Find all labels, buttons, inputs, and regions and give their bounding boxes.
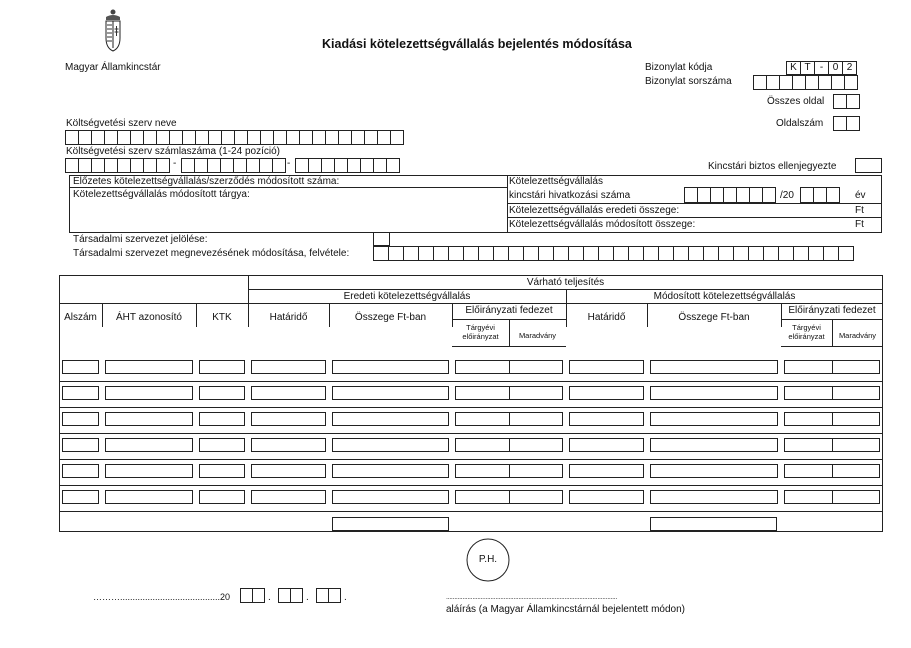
char-cell[interactable]: [295, 158, 309, 173]
bizonylat-kodja-label: Bizonylat kódja: [645, 62, 713, 73]
date-sep-1: .: [268, 592, 271, 603]
table-cell[interactable]: [650, 438, 778, 452]
char-cell[interactable]: [308, 158, 322, 173]
table-cell[interactable]: [105, 360, 193, 374]
maradvany-header: Maradvány: [518, 331, 557, 340]
kv-label-1: Kötelezettségvállalás: [509, 176, 603, 187]
sum-cell[interactable]: [650, 517, 777, 531]
szamlaszam-field-1[interactable]: [65, 158, 169, 173]
char-cell[interactable]: [658, 246, 674, 261]
table-cell[interactable]: [332, 412, 449, 426]
table-cell[interactable]: [105, 386, 193, 400]
tarsadalmi-jelolese-label: Társadalmi szervezet jelölése:: [73, 234, 208, 245]
table-cell[interactable]: [332, 490, 449, 504]
ellenjegyezte-label: Kincstári biztos ellenjegyezte: [708, 161, 837, 172]
char-cell[interactable]: [321, 158, 335, 173]
modositott-osszeg-label: Kötelezettségvállalás módosított összege:: [509, 219, 696, 230]
date-line: ………........................................20: [93, 592, 231, 602]
table-cell[interactable]: [62, 438, 99, 452]
char-cell[interactable]: [91, 130, 105, 145]
column-header: KTK: [212, 312, 232, 323]
char-cell[interactable]: [553, 246, 569, 261]
char-cell[interactable]: [793, 246, 809, 261]
char-cell[interactable]: [748, 246, 764, 261]
sum-cell[interactable]: [332, 517, 449, 531]
char-cell[interactable]: [169, 130, 183, 145]
char-cell[interactable]: [697, 187, 711, 203]
table-cell[interactable]: [199, 412, 245, 426]
char-cell[interactable]: [260, 130, 274, 145]
year-field[interactable]: [800, 187, 839, 203]
char-cell[interactable]: [373, 246, 389, 261]
char-cell[interactable]: [673, 246, 689, 261]
char-cell[interactable]: [143, 158, 157, 173]
char-cell[interactable]: [736, 187, 750, 203]
char-cell[interactable]: [130, 130, 144, 145]
currency-1: Ft: [855, 205, 864, 216]
char-cell[interactable]: [104, 158, 118, 173]
char-cell[interactable]: [643, 246, 659, 261]
char-cell[interactable]: [749, 187, 763, 203]
table-cell[interactable]: [62, 490, 99, 504]
currency-2: Ft: [855, 219, 864, 230]
char-cell[interactable]: [221, 130, 235, 145]
char-cell[interactable]: [831, 75, 845, 90]
table-cell[interactable]: [105, 464, 193, 478]
table-cell[interactable]: [199, 386, 245, 400]
targyevi-header: Tárgyévi előirányzat: [462, 323, 499, 341]
char-cell[interactable]: [182, 130, 196, 145]
table-cell[interactable]: [650, 360, 778, 374]
char-cell[interactable]: [688, 246, 704, 261]
eredeti-osszeg-label: Kötelezettségvállalás eredeti összege:: [509, 205, 680, 216]
char-cell[interactable]: [478, 246, 494, 261]
szamlaszam-field-2[interactable]: [181, 158, 285, 173]
table-cell[interactable]: [62, 360, 99, 374]
char-cell[interactable]: [246, 158, 260, 173]
hivatkozasi-szam-field[interactable]: [684, 187, 775, 203]
char-cell[interactable]: [207, 158, 221, 173]
char-cell[interactable]: [299, 130, 313, 145]
table-cell[interactable]: [251, 464, 326, 478]
char-cell[interactable]: [272, 158, 286, 173]
char-cell[interactable]: [195, 130, 209, 145]
table-cell[interactable]: [105, 438, 193, 452]
column-header: Összege Ft-ban: [678, 312, 750, 323]
char-cell[interactable]: [117, 158, 131, 173]
table-cell[interactable]: [199, 464, 245, 478]
char-cell[interactable]: [325, 130, 339, 145]
ellenjegyezte-field[interactable]: [855, 158, 882, 173]
org-name: Magyar Államkincstár: [65, 62, 161, 73]
table-cell[interactable]: [569, 360, 644, 374]
table-cell[interactable]: [199, 438, 245, 452]
table-cell[interactable]: [650, 412, 778, 426]
char-cell[interactable]: [523, 246, 539, 261]
char-cell[interactable]: [65, 130, 79, 145]
table-cell[interactable]: [251, 438, 326, 452]
table-cell[interactable]: [650, 490, 778, 504]
char-cell[interactable]: [403, 246, 419, 261]
coat-of-arms-icon: [102, 8, 124, 54]
table-cell[interactable]: [251, 490, 326, 504]
targya-label: Kötelezettségvállalás módosított tárgya:: [73, 189, 250, 200]
table-cell[interactable]: [332, 386, 449, 400]
year-prefix: /20: [780, 190, 794, 201]
date-sep-2: .: [306, 592, 309, 603]
char-cell[interactable]: [181, 158, 195, 173]
char-cell[interactable]: [723, 187, 737, 203]
char-cell[interactable]: [220, 158, 234, 173]
char-cell[interactable]: [156, 158, 170, 173]
char-cell[interactable]: [733, 246, 749, 261]
column-header: Előirányzati fedezet: [788, 305, 876, 316]
char-cell[interactable]: [143, 130, 157, 145]
tarsadalmi-nev-field[interactable]: [373, 246, 853, 261]
char-cell[interactable]: [334, 158, 348, 173]
char-cell[interactable]: [194, 158, 208, 173]
char-cell[interactable]: [351, 130, 365, 145]
char-cell[interactable]: [65, 158, 79, 173]
char-cell[interactable]: [598, 246, 614, 261]
table-cell[interactable]: [199, 360, 245, 374]
char-cell[interactable]: [448, 246, 464, 261]
ph-label: P.H.: [478, 554, 498, 565]
char-cell[interactable]: [703, 246, 719, 261]
char-cell[interactable]: [338, 130, 352, 145]
table-cell[interactable]: [569, 490, 644, 504]
osszes-oldal-label: Összes oldal: [767, 96, 825, 107]
char-cell[interactable]: [208, 130, 222, 145]
year-unit: év: [855, 190, 866, 201]
char-cell[interactable]: [247, 130, 261, 145]
char-cell[interactable]: [805, 75, 819, 90]
form-title: Kiadási kötelezettségvállalás bejelentés módosítása: [322, 37, 632, 51]
table-cell[interactable]: [251, 360, 326, 374]
char-cell[interactable]: [388, 246, 404, 261]
char-cell[interactable]: [312, 130, 326, 145]
bizonylat-sorszama-field[interactable]: [753, 75, 857, 90]
char-cell[interactable]: [418, 246, 434, 261]
char-cell[interactable]: [823, 246, 839, 261]
date-day-field[interactable]: [316, 588, 340, 603]
table-cell[interactable]: [105, 412, 193, 426]
table-cell[interactable]: [332, 464, 449, 478]
modositott-header: Módosított kötelezettségvállalás: [653, 291, 796, 302]
char-cell[interactable]: [718, 246, 734, 261]
char-cell[interactable]: [538, 246, 554, 261]
char-cell[interactable]: [763, 246, 779, 261]
elozetes-label: Előzetes kötelezettségvállalás/szerződés módosított száma:: [73, 176, 340, 187]
char-cell[interactable]: [377, 130, 391, 145]
char-cell[interactable]: [710, 187, 724, 203]
char-cell[interactable]: [779, 75, 793, 90]
char-cell[interactable]: [508, 246, 524, 261]
date-sep-3: .: [344, 592, 347, 603]
char-cell[interactable]: [117, 130, 131, 145]
table-cell[interactable]: [105, 490, 193, 504]
char-cell[interactable]: [613, 246, 629, 261]
oldalszam-label: Oldalszám: [776, 118, 824, 129]
varhato-header: Várható teljesítés: [526, 277, 605, 288]
dash-1: -: [173, 158, 177, 169]
char-cell[interactable]: [684, 187, 698, 203]
char-cell[interactable]: [583, 246, 599, 261]
char-cell[interactable]: [273, 130, 287, 145]
char-cell[interactable]: [78, 130, 92, 145]
signature-label: aláírás (a Magyar Államkincstárnál bejelentett módon): [446, 604, 685, 615]
table-cell[interactable]: [332, 438, 449, 452]
szerv-neve-label: Költségvetési szerv neve: [66, 118, 177, 129]
char-cell[interactable]: [838, 246, 854, 261]
char-cell[interactable]: [762, 187, 776, 203]
char-cell[interactable]: [433, 246, 449, 261]
maradvany-header: Maradvány: [838, 331, 877, 340]
table-cell[interactable]: [251, 386, 326, 400]
char-cell[interactable]: [259, 158, 273, 173]
char-cell[interactable]: [628, 246, 644, 261]
char-cell[interactable]: [91, 158, 105, 173]
szamlaszam-label: Költségvetési szerv számlaszáma (1-24 pozíció): [66, 146, 280, 157]
char-cell[interactable]: [364, 130, 378, 145]
table-cell[interactable]: [569, 438, 644, 452]
char-cell[interactable]: [753, 75, 767, 90]
char-cell[interactable]: [808, 246, 824, 261]
char-cell[interactable]: [818, 75, 832, 90]
column-header: Összege Ft-ban: [354, 312, 427, 323]
column-header: Határidő: [587, 312, 626, 323]
table-cell[interactable]: [569, 412, 644, 426]
char-cell[interactable]: [792, 75, 806, 90]
osszes-oldal-field[interactable]: [833, 94, 859, 109]
char-cell[interactable]: [386, 158, 400, 173]
kv-label-2: kincstári hivatkozási száma: [509, 190, 631, 201]
table-cell[interactable]: [569, 386, 644, 400]
char-cell[interactable]: [286, 130, 300, 145]
column-header: Határidő: [269, 312, 308, 323]
char-cell[interactable]: [234, 130, 248, 145]
column-header: Előirányzati fedezet: [465, 305, 553, 316]
date-year-field[interactable]: [240, 588, 264, 603]
table-cell[interactable]: [251, 412, 326, 426]
bizonylat-kodja-field: K T - 0 2: [786, 61, 856, 75]
char-cell[interactable]: [347, 158, 361, 173]
table-cell[interactable]: [62, 412, 99, 426]
date-month-field[interactable]: [278, 588, 302, 603]
szamlaszam-field-3[interactable]: [295, 158, 399, 173]
char-cell[interactable]: [844, 75, 858, 90]
char-cell[interactable]: [568, 246, 584, 261]
char-cell[interactable]: [104, 130, 118, 145]
column-header: Alszám: [64, 312, 97, 323]
tarsadalmi-jelolese-field[interactable]: [373, 232, 390, 246]
targyevi-header: Tárgyévi előirányzat: [788, 323, 825, 341]
table-cell[interactable]: [62, 386, 99, 400]
oldalszam-field[interactable]: [833, 116, 859, 131]
char-cell[interactable]: [130, 158, 144, 173]
table-cell[interactable]: [650, 464, 778, 478]
column-header: ÁHT azonosító: [116, 312, 182, 323]
tarsadalmi-nev-label: Társadalmi szervezet megnevezésének módosítása, felvétele:: [73, 248, 350, 259]
table-cell[interactable]: [62, 464, 99, 478]
char-cell[interactable]: [766, 75, 780, 90]
eredeti-header: Eredeti kötelezettségvállalás: [343, 291, 471, 302]
table-cell[interactable]: [569, 464, 644, 478]
char-cell[interactable]: [493, 246, 509, 261]
signature-line: ........................................................................................................: [446, 594, 618, 601]
char-cell[interactable]: [156, 130, 170, 145]
char-cell[interactable]: [78, 158, 92, 173]
table-cell[interactable]: [332, 360, 449, 374]
table-cell[interactable]: [650, 386, 778, 400]
char-cell[interactable]: [463, 246, 479, 261]
char-cell[interactable]: [390, 130, 404, 145]
char-cell[interactable]: [233, 158, 247, 173]
szerv-neve-field[interactable]: [65, 130, 403, 145]
char-cell[interactable]: [360, 158, 374, 173]
char-cell[interactable]: [373, 158, 387, 173]
bizonylat-sorszama-label: Bizonylat sorszáma: [645, 76, 732, 87]
char-cell[interactable]: [778, 246, 794, 261]
dash-2: -: [287, 158, 291, 169]
table-cell[interactable]: [199, 490, 245, 504]
